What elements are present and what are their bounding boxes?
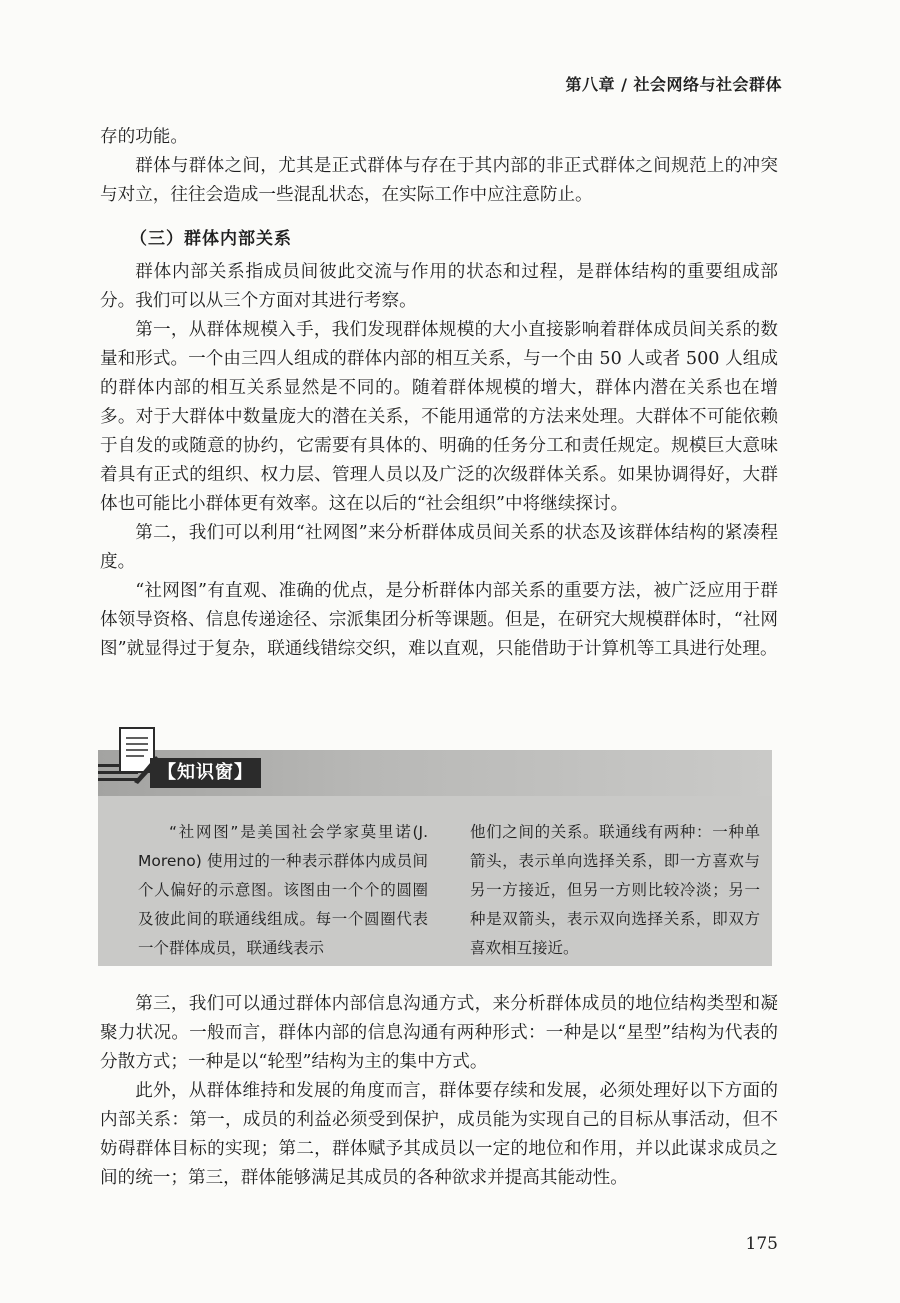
page-number: 175 bbox=[745, 1234, 778, 1254]
bottom-text-block bbox=[100, 990, 778, 1193]
knowledge-left-column bbox=[138, 818, 428, 963]
knowledge-right-column bbox=[470, 818, 760, 963]
knowledge-text-left: “社网图”是美国社会学家莫里诺(J. Moreno) 使用过的一种表示群体内成员间个人偏好的示意图。该图由一个个的圆圈及彼此间的联通线组成。每一个圆圈代表一个群体成员，联通线表示 bbox=[138, 823, 428, 957]
section-heading: （三）群体内部关系 bbox=[130, 229, 292, 249]
paragraph: 第一，从群体规模入手，我们发现群体规模的大小直接影响着群体成员间关系的数量和形式。一个由三四人组成的群体内部的相互关系，与一个由 50 人或者 500 人组成的群体内部的相互关系显然是不同的。随着群体规模的增大，群体内潜在关系也在增多。对于大群体中数量庞大的潜在关系，不能用通常的方法来处理。大群体不可能依赖于自发的或随意的协约，它需要有具体的、明确的任务分工和责任规定。规模巨大意味着具有正式的组织、权力层、管理人员以及广泛的次级群体关系。如果协调得好，大群体也可能比小群体更有效率。这在以后的“社会组织”中将继续探讨。 bbox=[100, 320, 778, 514]
paragraph: 第三，我们可以通过群体内部信息沟通方式，来分析群体成员的地位结构类型和凝聚力状况。一般而言，群体内部的信息沟通有两种形式：一种是以“星型”结构为代表的分散方式；一种是以“轮型”结构为主的集中方式。 bbox=[100, 994, 778, 1072]
paragraph: 第二，我们可以利用“社网图”来分析群体成员间关系的状态及该群体结构的紧凑程度。 bbox=[100, 523, 778, 572]
paragraph: 此外，从群体维持和发展的角度而言，群体要存续和发展，必须处理好以下方面的内部关系：第一，成员的利益必须受到保护，成员能为实现自己的目标从事活动，但不妨碍群体目标的实现；第二，群体赋予其成员以一定的地位和作用，并以此谋求成员之间的统一；第三，群体能够满足其成员的各种欲求并提高其能动性。 bbox=[100, 1081, 778, 1188]
section-text-block bbox=[100, 258, 778, 664]
knowledge-text-right: 他们之间的关系。联通线有两种：一种单箭头，表示单向选择关系，即一方喜欢与另一方接近，但另一方则比较冷淡；另一种是双箭头，表示双向选择关系，即双方喜欢相互接近。 bbox=[470, 823, 760, 957]
paragraph: 存的功能。 bbox=[100, 127, 188, 147]
paragraph: “社网图”有直观、准确的优点，是分析群体内部关系的重要方法，被广泛应用于群体领导资格、信息传递途径、宗派集团分析等课题。但是，在研究大规模群体时，“社网图”就显得过于复杂，联通线错综交织，难以直观，只能借助于计算机等工具进行处理。 bbox=[100, 581, 778, 659]
knowledge-window-label: 【知识窗】 bbox=[150, 758, 261, 788]
knowledge-window-box bbox=[98, 750, 772, 966]
chapter-title: 第八章 / 社会网络与社会群体 bbox=[565, 75, 782, 94]
paragraph: 群体与群体之间，尤其是正式群体与存在于其内部的非正式群体之间规范上的冲突与对立，往往会造成一些混乱状态，在实际工作中应注意防止。 bbox=[100, 156, 778, 205]
paragraph: 群体内部关系指成员间彼此交流与作用的状态和过程，是群体结构的重要组成部分。我们可以从三个方面对其进行考察。 bbox=[100, 262, 778, 311]
top-text-block bbox=[100, 123, 778, 210]
knowledge-window-titlebar bbox=[98, 750, 772, 796]
